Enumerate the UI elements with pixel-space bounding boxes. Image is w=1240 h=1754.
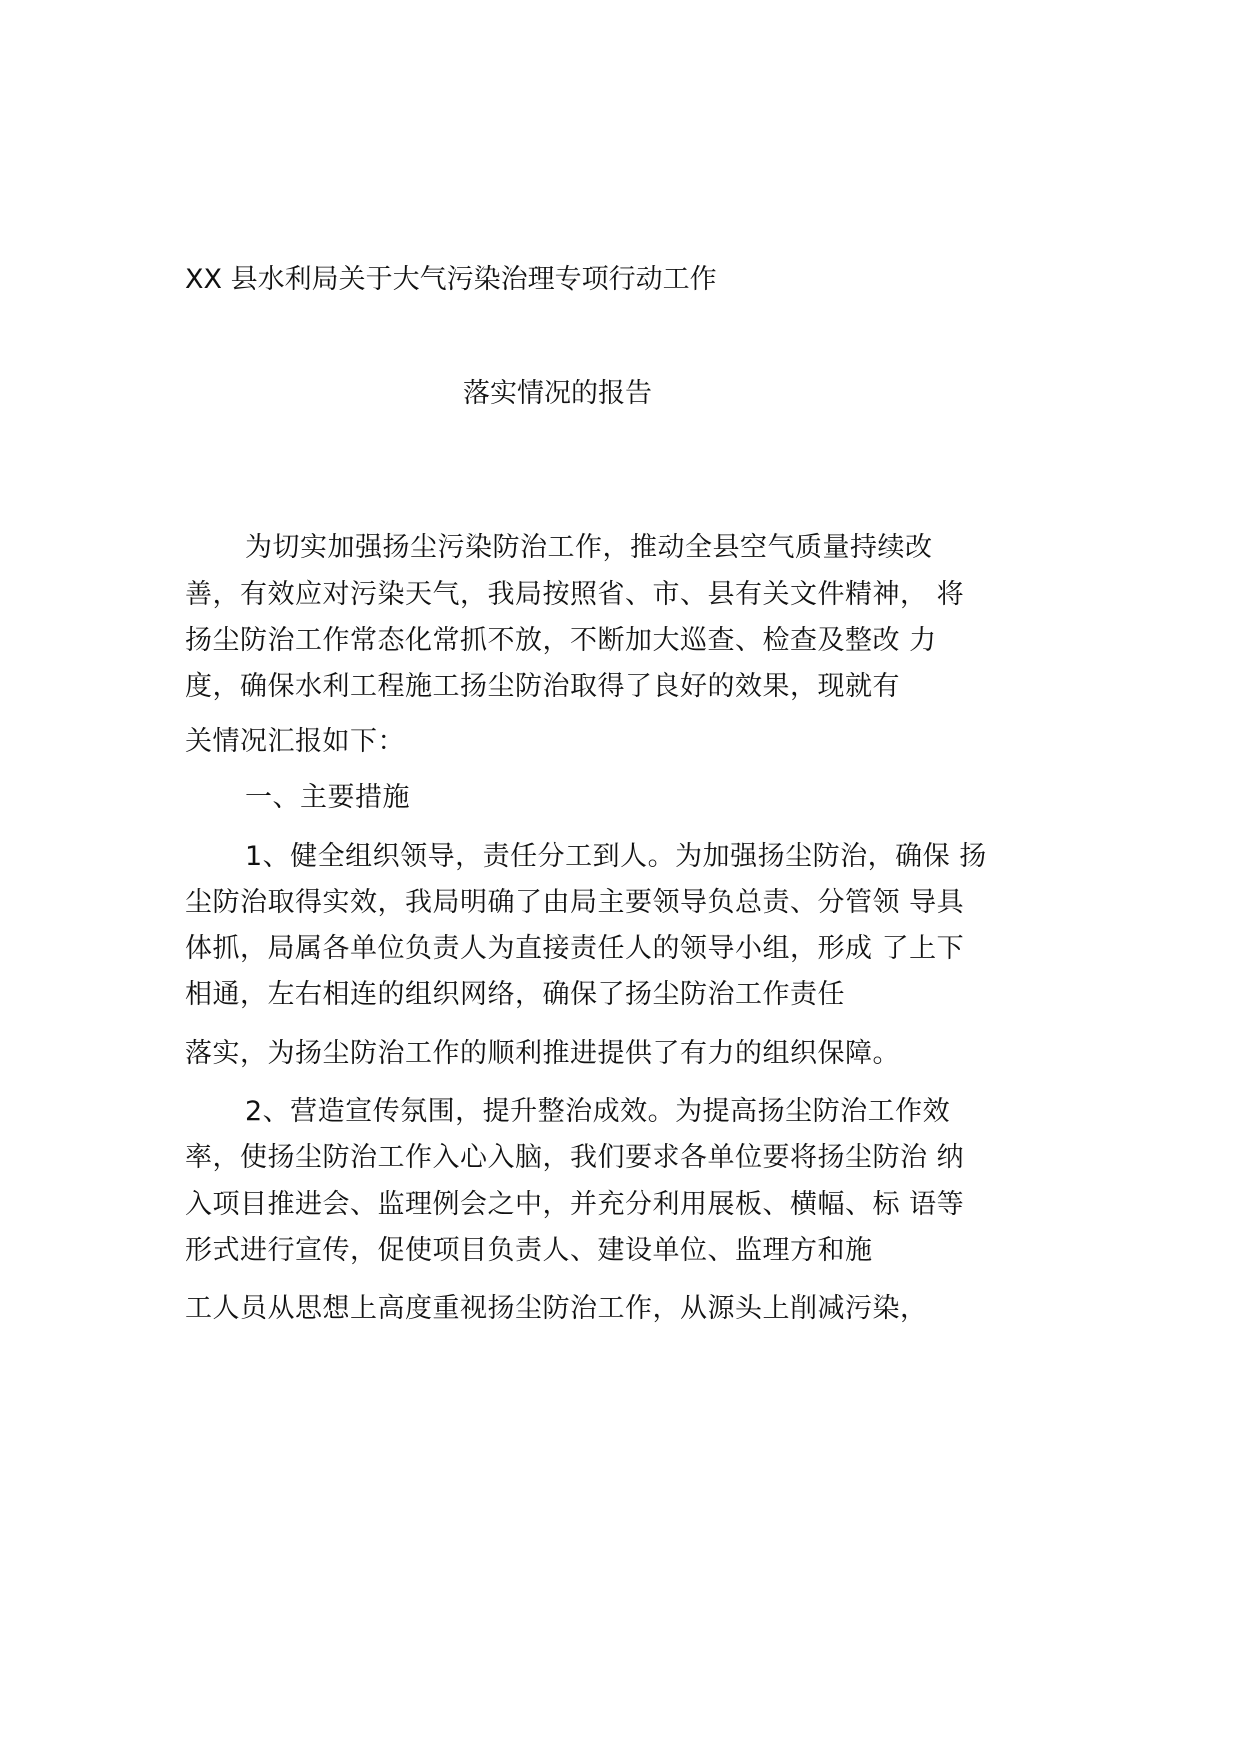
paragraph-line: 形式进行宣传，促使项目负责人、建设单位、监理方和施 (185, 1235, 873, 1266)
paragraph-line: 入项目推进会、监理例会之中，并充分利用展板、横幅、标 语等 (185, 1189, 965, 1220)
paragraph-line: 相通，左右相连的组织网络，确保了扬尘防治工作责任 (185, 979, 845, 1010)
title-line-1: XX 县水利局关于大气污染治理专项行动工作 (185, 264, 717, 295)
paragraph-line: 尘防治取得实效，我局明确了由局主要领导负总责、分管领 导具 (185, 887, 965, 918)
title-line-2: 落实情况的报告 (463, 378, 652, 409)
paragraph-line: 度，确保水利工程施工扬尘防治取得了良好的效果，现就有 (185, 671, 900, 702)
paragraph-line: 1、健全组织领导，责任分工到人。为加强扬尘防治，确保 扬 (245, 841, 987, 872)
paragraph-line: 为切实加强扬尘污染防治工作，推动全县空气质量持续改 (245, 532, 933, 563)
paragraph-line: 落实，为扬尘防治工作的顺利推进提供了有力的组织保障。 (185, 1038, 900, 1069)
paragraph-line: 2、营造宣传氛围，提升整治成效。为提高扬尘防治工作效 (245, 1096, 951, 1127)
paragraph-line: 扬尘防治工作常态化常抓不放，不断加大巡查、检查及整改 力 (185, 625, 937, 656)
paragraph-line: 善，有效应对污染天气，我局按照省、市、县有关文件精神， 将 (185, 579, 965, 610)
paragraph-line: 率，使扬尘防治工作入心入脑，我们要求各单位要将扬尘防治 纳 (185, 1142, 965, 1173)
paragraph-line: 关情况汇报如下： (185, 726, 405, 757)
section-heading: 一、主要措施 (245, 782, 410, 813)
paragraph-line: 工人员从思想上高度重视扬尘防治工作，从源头上削减污染， (185, 1293, 928, 1324)
paragraph-line: 体抓，局属各单位负责人为直接责任人的领导小组，形成 了上下 (185, 933, 965, 964)
